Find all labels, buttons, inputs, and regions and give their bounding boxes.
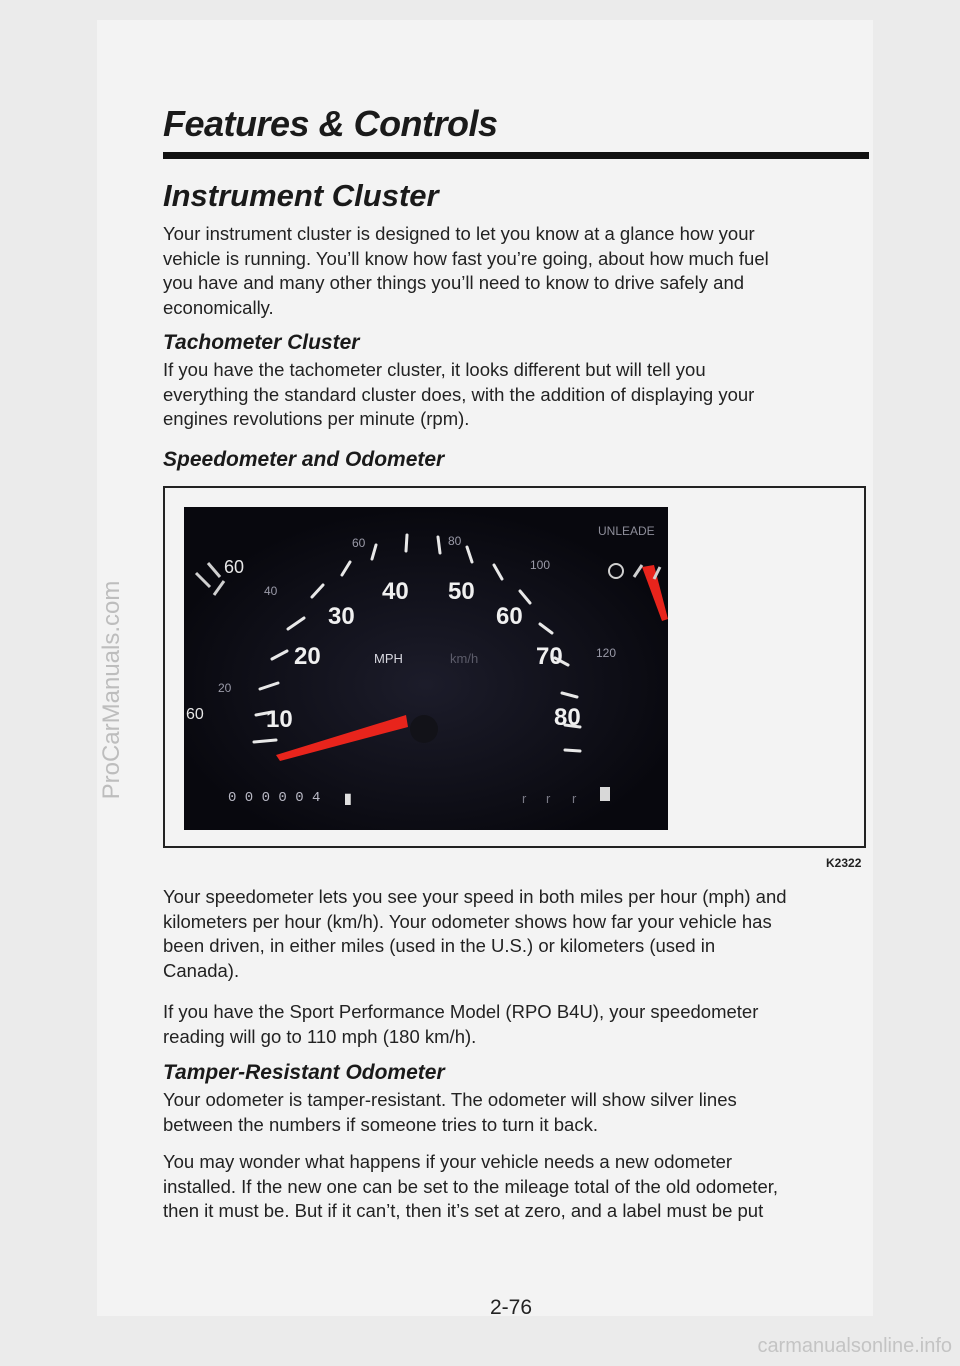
kmh-number-60: 60 [352,536,366,550]
kmh-number-20: 20 [218,681,232,695]
text-line: Your odometer is tamper-resistant. The odometer will show silver lines [163,1089,737,1110]
mph-number-50: 50 [448,578,475,605]
needle-hub [410,715,438,743]
watermark-procarmanuals: ProCarManuals.com [98,580,125,800]
heading-tachometer-cluster: Tachometer Cluster [163,331,360,354]
mph-number-40: 40 [382,578,409,605]
text-line: you have and many other things you’ll need to know to drive safely and [163,272,745,293]
speedometer-illustration [184,507,668,830]
trip-digit: r [546,791,551,806]
text-line: Canada). [163,959,240,981]
kmh-number-40: 40 [264,584,278,598]
text-line: If you have the Sport Performance Model (RPO B4U), your speedometer [163,1001,759,1022]
fuel-label: UNLEADE [598,524,655,538]
trip-digit: r [522,791,527,806]
watermark-carmanualsonline: carmanualsonline.info [757,1335,952,1357]
mph-number-10: 10 [266,706,293,733]
mph-number-30: 30 [328,603,355,630]
paragraph-speedometer-2 [163,1000,863,1049]
mph-number-70: 70 [536,643,563,670]
text-line: engines revolutions per minute (rpm). [163,408,470,429]
text-line: between the numbers if someone tries to turn it back. [163,1113,598,1135]
heading-tamper-resistant-odometer: Tamper-Resistant Odometer [163,1061,445,1084]
mph-number-60: 60 [496,603,523,630]
paragraph-speedometer-1 [163,885,863,983]
text-line: everything the standard cluster does, with the addition of displaying your [163,383,755,405]
kmh-label: km/h [450,651,479,666]
mph-label: MPH [374,651,403,666]
kmh-number-80: 80 [448,534,462,548]
text-line: economically. [163,296,274,318]
paragraph-tamper-1 [163,1088,863,1137]
mph-number-80: 80 [554,704,581,731]
kmh-number-120: 120 [596,646,617,660]
header-rule [163,152,869,159]
text-line: Your instrument cluster is designed to let you know at a glance how your [163,223,755,244]
heading-speedometer-odometer: Speedometer and Odometer [163,448,445,471]
text-line: reading will go to 110 mph (180 km/h). [163,1025,477,1047]
section-title: Features & Controls [163,103,498,144]
paragraph-tachometer [163,358,863,432]
paragraph-instrument-cluster [163,222,863,320]
text-line: You may wonder what happens if your vehicle needs a new odometer [163,1151,733,1172]
left-gauge-number: 60 [224,557,245,577]
figure-code: K2322 [826,856,862,870]
text-line: kilometers per hour (km/h). Your odometer shows how far your vehicle has [163,910,772,932]
heading-instrument-cluster: Instrument Cluster [163,178,439,213]
odometer-digits: 0 0 0 0 0 4 [228,790,321,806]
trip-digit: r [572,791,577,806]
left-gauge-number: 60 [186,706,204,723]
kmh-number-100: 100 [530,558,551,572]
text-line: vehicle is running. You’ll know how fast you’re going, about how much fuel [163,247,769,269]
odometer-flag-icon: ▮ [344,790,352,806]
page-number: 2-76 [490,1296,533,1319]
text-line: been driven, in either miles (used in the U.S.) or kilometers (used in [163,935,716,956]
text-line: Your speedometer lets you see your speed in both miles per hour (mph) and [163,886,787,907]
text-line: If you have the tachometer cluster, it looks different but will tell you [163,359,706,380]
text-line: installed. If the new one can be set to the mileage total of the old odometer, [163,1175,779,1197]
paragraph-tamper-2 [163,1150,863,1224]
mph-number-20: 20 [294,643,321,670]
odometer-end-icon [600,787,610,801]
text-line: then it must be. But if it can’t, then it’s set at zero, and a label must be put [163,1200,764,1221]
